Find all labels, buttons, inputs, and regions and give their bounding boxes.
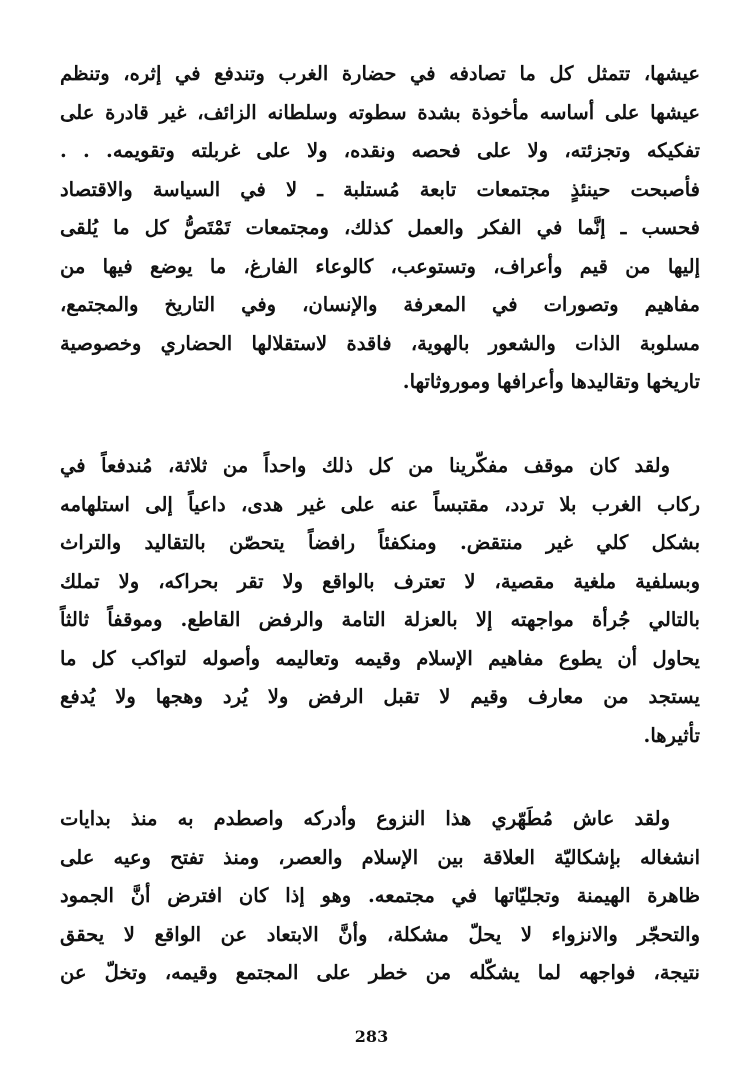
page-number: 283: [354, 1027, 389, 1046]
text-line: مفاهيم وتصورات في المعرفة والإنسان، وفي التاريخ والمجتمع،: [60, 293, 700, 316]
text-line: نتيجة، فواجهه لما يشكّله من خطر على المجتمع وقيمه، وتخلّ عن: [60, 961, 700, 984]
paragraph-2: [60, 447, 700, 755]
text-line: ظاهرة الهيمنة وتجليّاتها في مجتمعه. وهو إذا كان افترض أنَّ الجمود: [60, 884, 700, 907]
text-line: إليها من قيم وأعراف، وتستوعب، كالوعاء الفارغ، ما يوضع فيها من: [60, 254, 700, 278]
text-line: فحسب ـ إنَّما في الفكر والعمل كذلك، ومجتمعات تَمْتَصُّ كل ما يُلقى: [60, 216, 700, 239]
text-line: مسلوبة الذات والشعور بالهوية، فاقدة لاستقلالها الحضاري وخصوصية: [60, 331, 700, 355]
text-line: والتحجّر والانزواء لا يحلّ مشكلة، وأنَّ الابتعاد عن الواقع لا يحقق: [60, 922, 700, 946]
text-line: انشغاله بإشكاليّة العلاقة بين الإسلام والعصر، ومنذ تفتح وعيه على: [60, 845, 700, 869]
text-line: تفكيكه وتجزئته، ولا على فحصه ونقده، ولا على غربلته وتقويمه. . .: [60, 139, 700, 162]
text-line: بشكل كلي غير منتقض. ومنكفئاً رافضاً يتحصّن بالتقاليد والتراث: [60, 531, 700, 554]
text-line: بالتالي جُرأة مواجهته إلا بالعزلة التامة والرفض القاطع. وموقفاً ثالثاً: [60, 608, 700, 631]
text-line: وبسلفية ملغية مقصية، لا تعترف بالواقع ولا تقر بحراكه، ولا تملك: [60, 569, 700, 593]
text-line: يستجد من معارف وقيم لا تقبل الرفض ولا يُرد وهجها ولا يُدفع: [60, 685, 700, 708]
text-line: يحاول أن يطوع مفاهيم الإسلام وقيمه وتعاليمه وأصوله لتواكب كل ما: [60, 646, 700, 670]
text-line: عيشها، تتمثل كل ما تصادفه في حضارة الغرب وتندفع في إثره، وتنظم: [60, 62, 700, 85]
text-line: ركاب الغرب بلا تردد، مقتبساً عنه على غير هدى، داعياً إلى استلهامه: [60, 492, 700, 516]
text-line: عيشها على أساسه مأخوذة بشدة سطوته وسلطانه الزائف، غير قادرة على: [60, 100, 700, 124]
text-line: تأثيرها.: [643, 723, 700, 747]
text-line: ولقد كان موقف مفكّرينا من كل ذلك واحداً من ثلاثة، مُندفعاً في: [60, 454, 670, 477]
text-line: تاريخها وتقاليدها وأعرافها وموروثاتها.: [402, 370, 700, 393]
paragraph-3: [60, 800, 700, 993]
paragraph-1: [60, 55, 700, 402]
text-line: ولقد عاش مُطَهّري هذا النزوع وأدركه واصطدم به منذ بدايات: [60, 807, 670, 830]
text-line: فأصبحت حينئذٍ مجتمعات تابعة مُستلبة ـ لا في السياسة والاقتصاد: [60, 177, 700, 201]
